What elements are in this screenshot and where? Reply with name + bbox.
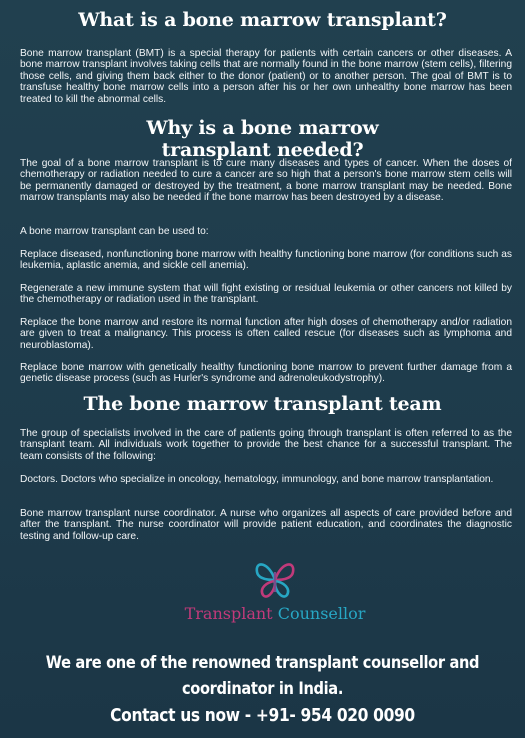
- team-member-item: Bone marrow transplant nurse coordinator. A nurse who organizes all aspects of care provided before and after the transplant. The nurse coordinator will provide patient education, and coordinates the diagnostic testing and follow-up care.: [20, 508, 512, 542]
- logo-word-transplant: Transplant: [184, 604, 273, 623]
- section-body-team: The group of specialists involved in the care of patients going through transplant is often referred to as the transplant team. All individuals work together to provide the best chance for a successful transplant. The team consists of the following:: [20, 428, 512, 462]
- section-body-what-is-bmt: Bone marrow transplant (BMT) is a special therapy for patients with certain cancers or other diseases. A bone marrow transplant involves taking cells that are normally found in the bone marrow (stem cells), filtering those cells, and giving them back either to the donor (patient) or to another person. The goal of BMT is to transfuse healthy bone marrow cells into a person after his or her own unhealthy bone marrow has been treated to kill the abnormal cells.: [20, 48, 512, 105]
- transplant-counsellor-logo: [180, 558, 370, 628]
- cta-line-coordinator: coordinator in India.: [181, 679, 344, 699]
- butterfly-icon: [251, 558, 299, 600]
- section-body-why-needed: The goal of a bone marrow transplant is to cure many diseases and types of cancer. When the doses of chemotherapy or radiation needed to cure a cancer are so high that a person's bone marrow stem cells will be permanently damaged or destroyed by the treatment, a bone marrow transplant may be needed. Bone marrow transplants may also be needed if the bone marrow has been destroyed by a disease.: [20, 158, 512, 204]
- section-title-team: The bone marrow transplant team: [83, 393, 442, 415]
- team-member-item: Doctors. Doctors who specialize in oncology, hematology, immunology, and bone marrow transplantation.: [20, 474, 494, 485]
- use-item: Replace the bone marrow and restore its normal function after high doses of chemotherapy and/or radiation are given to treat a malignancy. This process is often called rescue (for diseases such as lymphoma and neuroblastoma).: [20, 317, 512, 351]
- logo-wordmark: [180, 604, 370, 623]
- use-item: Regenerate a new immune system that will fight existing or residual leukemia or other cancers not killed by the chemotherapy or radiation used in the transplant.: [20, 283, 512, 306]
- section-title-what-is-bmt: What is a bone marrow transplant?: [78, 9, 447, 31]
- section-title-why-needed: Why is a bone marrow transplant needed?: [146, 117, 379, 161]
- cta-line-renowned: We are one of the renowned transplant counsellor and: [45, 653, 480, 673]
- use-item: Replace diseased, nonfunctioning bone marrow with healthy functioning bone marrow (for conditions such as leukemia, aplastic anemia, and sickle cell anemia).: [20, 249, 512, 272]
- logo-word-counsellor: Counsellor: [277, 604, 366, 623]
- uses-intro: A bone marrow transplant can be used to:: [20, 226, 209, 237]
- use-item: Replace bone marrow with genetically healthy functioning bone marrow to prevent further damage from a genetic disease process (such as Hurler's syndrome and adrenoleukodystrophy).: [20, 362, 512, 385]
- contact-phone: Contact us now - +91- 954 020 0090: [110, 705, 415, 726]
